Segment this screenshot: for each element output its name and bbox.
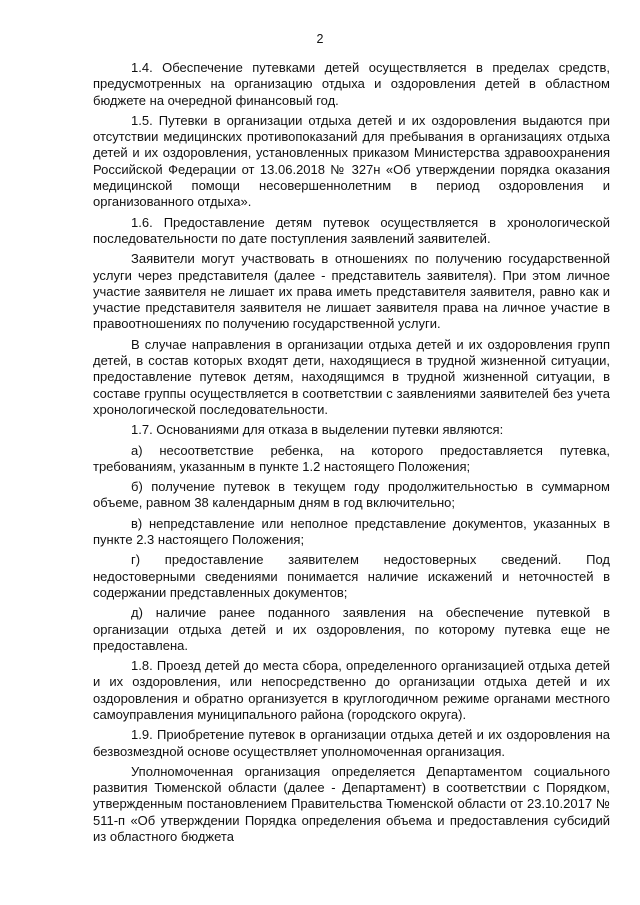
list-item-v: в) непредставление или неполное представление документов, указанных в пункте 2.3 настоящего Положения; [93, 515, 610, 548]
paragraph-1-6: 1.6. Предоставление детям путевок осуществляется в хронологической последовательности по дате поступления заявлений заявителей. [93, 214, 610, 246]
paragraph-authorized-org: Уполномоченная организация определяется Департаментом социального развития Тюменской области (далее - Департамент) в соответствии с Порядком, утвержденным постановлением Правительства Тюменской области от 23.10.2017 № 511-п «Об утверждении Порядка определения объема и предоставления субсидий из областного бюджета [93, 763, 610, 845]
list-item-a: а) несоответствие ребенка, на которого предоставляется путевка, требованиям, указанным в пункте 1.2 настоящего Положения; [93, 442, 610, 474]
paragraph-1-9: 1.9. Приобретение путевок в организации отдыха детей и их оздоровления на безвозмездной основе осуществляет уполномоченная организация. [93, 727, 610, 759]
page-number: 2 [316, 32, 324, 46]
document-body [93, 60, 610, 849]
paragraph-1-4: 1.4. Обеспечение путевками детей осуществляется в пределах средств, предусмотренных на организацию отдыха и оздоровления детей в областном бюджете на очередной финансовый год. [93, 60, 610, 108]
list-item-b: б) получение путевок в текущем году продолжительностью в суммарном объеме, равном 38 календарным дням в год включительно; [93, 479, 610, 511]
list-item-g: г) предоставление заявителем недостоверных сведений. Под недостоверными сведениями понимается наличие искажений и неточностей в содержании представленных документов; [93, 552, 610, 600]
paragraph-1-5: 1.5. Путевки в организации отдыха детей и их оздоровления выдаются при отсутствии медицинских противопоказаний для пребывания в организациях отдыха детей и их оздоровления, установленных приказом Министерства здравоохранения Российской Федерации от 13.06.2018 № 327н «Об утверждении порядка оказания медицинской помощи несовершеннолетним в период оздоровления и организованного отдыха». [93, 112, 610, 210]
list-item-d: д) наличие ранее поданного заявления на обеспечение путевкой в организации отдыха детей и их оздоровления, по которому путевка еще не предоставлена. [93, 605, 610, 653]
paragraph-representatives: Заявители могут участвовать в отношениях по получению государственной услуги через представителя (далее - представитель заявителя). При этом личное участие заявителя не лишает их права иметь представителя заявителя, равно как и участие представителя заявителя не лишает заявителя права на личное участие в правоотношениях по получению государственной услуги. [93, 251, 610, 332]
paragraph-1-8: 1.8. Проезд детей до места сбора, определенного организацией отдыха детей и их оздоровления, или непосредственно до организации отдыха детей и их оздоровления и обратно организуется в круглогодичном режиме органами местного самоуправления муниципального района (городского округа). [93, 658, 610, 722]
paragraph-1-7: 1.7. Основаниями для отказа в выделении путевки являются: [131, 422, 504, 438]
paragraph-difficult-situation: В случае направления в организации отдыха детей и их оздоровления групп детей, в состав которых входят дети, находящиеся в трудной жизненной ситуации, предоставление путевок детям, находящимся в трудной жизненной ситуации, в составе группы осуществляется в соответствии с заявлениями заявителей без учета хронологической последовательности. [93, 336, 610, 417]
